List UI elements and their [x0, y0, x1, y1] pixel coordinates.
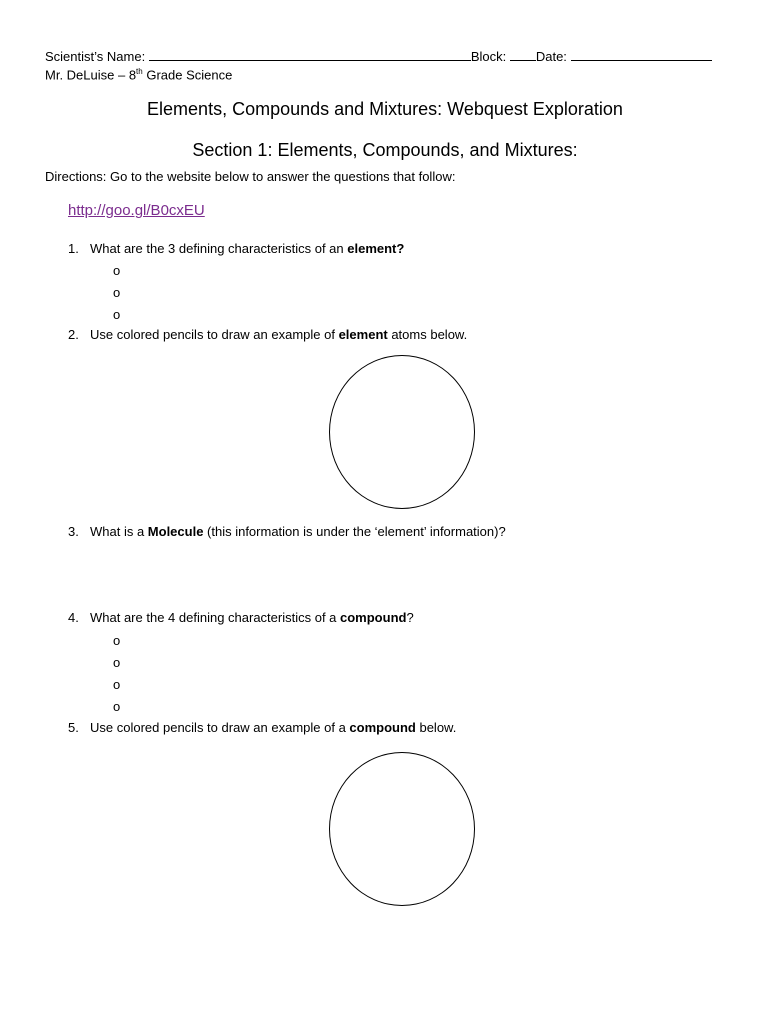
- question-number: 2.: [68, 327, 79, 342]
- question-2: [68, 327, 468, 342]
- answer-bullet: o: [113, 263, 121, 278]
- directions-text: Directions: Go to the website below to answer the questions that follow:: [45, 169, 456, 184]
- block-label: Block:: [470, 49, 507, 64]
- name-blank[interactable]: [149, 48, 471, 61]
- answer-bullet: o: [113, 655, 121, 670]
- compound-drawing-circle[interactable]: [329, 752, 475, 906]
- answer-bullet: o: [113, 307, 121, 322]
- page-title: Elements, Compounds and Mixtures: Webquest Exploration: [147, 99, 623, 119]
- element-drawing-circle[interactable]: [329, 355, 475, 509]
- header-name-row: [45, 48, 712, 64]
- question-number: 5.: [68, 720, 79, 735]
- answer-bullet: o: [113, 633, 121, 648]
- question-text: Use colored pencils to draw an example of: [90, 327, 339, 342]
- name-label: Scientist’s Name:: [45, 49, 146, 64]
- question-keyword: Molecule: [147, 524, 204, 539]
- question-keyword: element: [338, 327, 388, 342]
- question-text-end: atoms below.: [387, 327, 468, 342]
- question-text: Use colored pencils to draw an example of a: [90, 720, 350, 735]
- question-number: 3.: [68, 524, 79, 539]
- section-title: Section 1: Elements, Compounds, and Mixtures:: [192, 140, 578, 160]
- question-text-end: (this information is under the ‘element’ information)?: [203, 524, 506, 539]
- teacher-sup: th: [136, 67, 143, 76]
- question-text: What are the 4 defining characteristics of a: [90, 610, 341, 625]
- question-4: [68, 610, 414, 625]
- question-text-end: ?: [406, 610, 414, 625]
- answer-bullet: o: [113, 285, 121, 300]
- question-text: What is a: [90, 524, 148, 539]
- question-keyword: compound: [349, 720, 416, 735]
- question-text: What are the 3 defining characteristics of an: [90, 241, 348, 256]
- question-number: 4.: [68, 610, 79, 625]
- answer-bullet: o: [113, 677, 121, 692]
- question-3: [68, 524, 506, 539]
- block-blank[interactable]: [510, 48, 536, 61]
- teacher-prefix: Mr. DeLuise – 8: [45, 67, 137, 83]
- question-keyword: element?: [347, 241, 405, 256]
- question-keyword: compound: [340, 610, 407, 625]
- question-number: 1.: [68, 241, 79, 256]
- answer-bullet: o: [113, 699, 121, 714]
- date-blank[interactable]: [571, 48, 712, 61]
- question-text-end: below.: [415, 720, 457, 735]
- teacher-line: [45, 67, 232, 82]
- webquest-link[interactable]: http://goo.gl/B0cxEU: [68, 202, 205, 219]
- question-5: [68, 720, 457, 735]
- question-1: [68, 241, 405, 256]
- date-label: Date:: [535, 49, 567, 64]
- teacher-suffix: Grade Science: [142, 67, 233, 83]
